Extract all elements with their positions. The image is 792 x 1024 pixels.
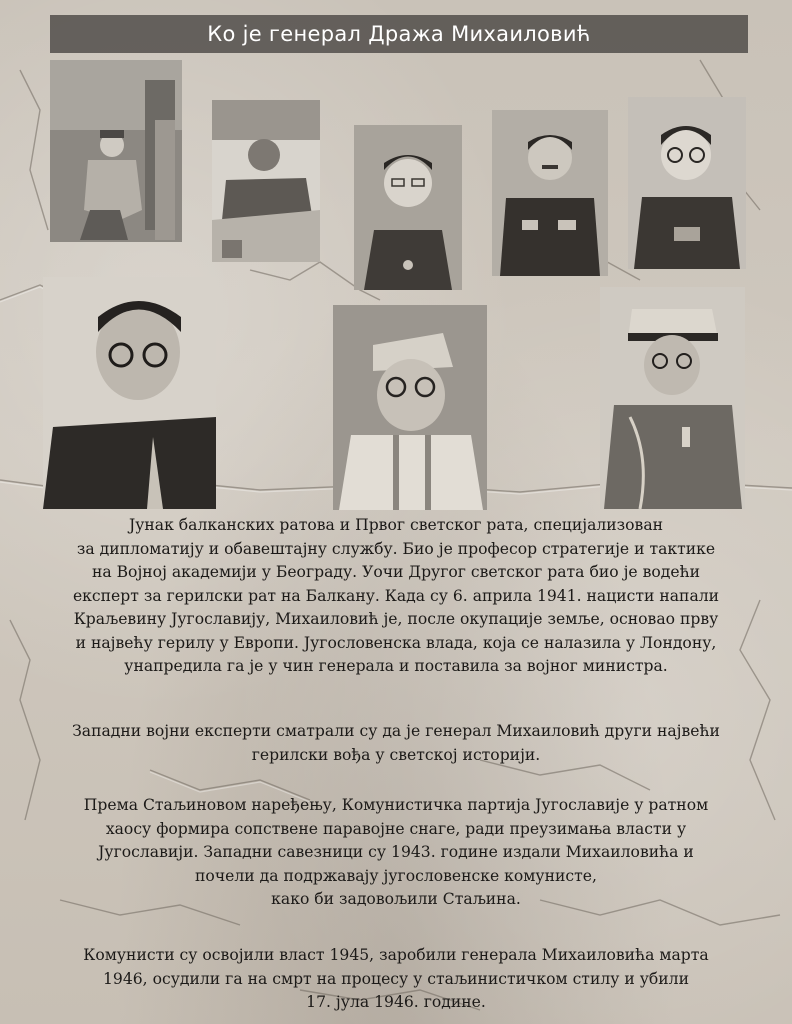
general-field-cap-portrait-icon	[333, 305, 487, 510]
text-line: почели да подржавају југословенске комунисте,	[195, 866, 597, 885]
photo-general-field-cap	[333, 305, 487, 510]
general-glasses-portrait-large-icon	[43, 277, 216, 509]
text-line: Краљевину Југославију, Михаиловић је, после окупације земље, основао прву	[73, 610, 719, 628]
officer-medals-portrait-icon	[492, 110, 608, 276]
photo-soldier-seated	[50, 60, 182, 242]
paragraph-biography	[20, 514, 772, 679]
photo-officer-glasses	[628, 97, 746, 269]
photo-officer-medals	[492, 110, 608, 276]
text-line: како би задовољили Стаљина.	[271, 890, 521, 908]
text-line: за дипломатију и обавештајну службу. Био је професор стратегије и тактике	[76, 539, 716, 558]
text-line: и највећу герилу у Европи. Југословенска влада, која се налазила у Лондону,	[75, 633, 717, 652]
page-title: Ко је генерал Дража Михаиловић	[207, 22, 591, 46]
text-line: герилски вођа у светској историји.	[251, 745, 541, 764]
text-line: Комунисти су освојили власт 1945, заробили генерала Михаиловића марта	[83, 946, 709, 964]
photo-general-full-uniform	[600, 287, 745, 509]
text-line: на Војној академији у Београду. Уочи Другог светског рата био је водећи	[91, 563, 701, 581]
paragraph-stalin-order	[20, 794, 772, 912]
text-line: Према Стаљиновом наређењу, Комунистичка партија Југославије у ратном	[83, 796, 709, 814]
text-line: Југославији. Западни савезници су 1943. године издали Михаиловића и	[98, 843, 694, 861]
text-line: Западни војни експерти сматрали су да је генерал Михаиловић други највећи	[72, 722, 720, 740]
soldier-seated-photo-icon	[50, 60, 182, 242]
young-officer-portrait-icon	[354, 125, 462, 290]
text-line: хаосу формира сопствене паравојне снаге, ради преузимања власти у	[105, 819, 687, 838]
title-banner	[50, 15, 748, 53]
officer-glasses-portrait-icon	[628, 97, 746, 269]
text-line: Јунак балканских ратова и Првог светског рата, специјализован	[128, 516, 664, 534]
general-full-uniform-portrait-icon	[600, 287, 745, 509]
text-line: унапредила га је у чин генерала и поставила за војног министра.	[124, 657, 668, 675]
paragraph-western-experts	[20, 720, 772, 767]
soldier-reclining-photo-icon	[212, 100, 320, 262]
photo-soldier-reclining	[212, 100, 320, 262]
text-line: 17. јула 1946. године.	[306, 993, 486, 1011]
photo-general-large	[43, 277, 216, 509]
text-line: 1946, осудили га на смрт на процесу у стаљинистичком стилу и убили	[103, 969, 689, 988]
photo-young-officer	[354, 125, 462, 290]
text-line: експерт за герилски рат на Балкану. Када су 6. априла 1941. нацисти напали	[72, 586, 720, 605]
paragraph-communists	[20, 944, 772, 1015]
